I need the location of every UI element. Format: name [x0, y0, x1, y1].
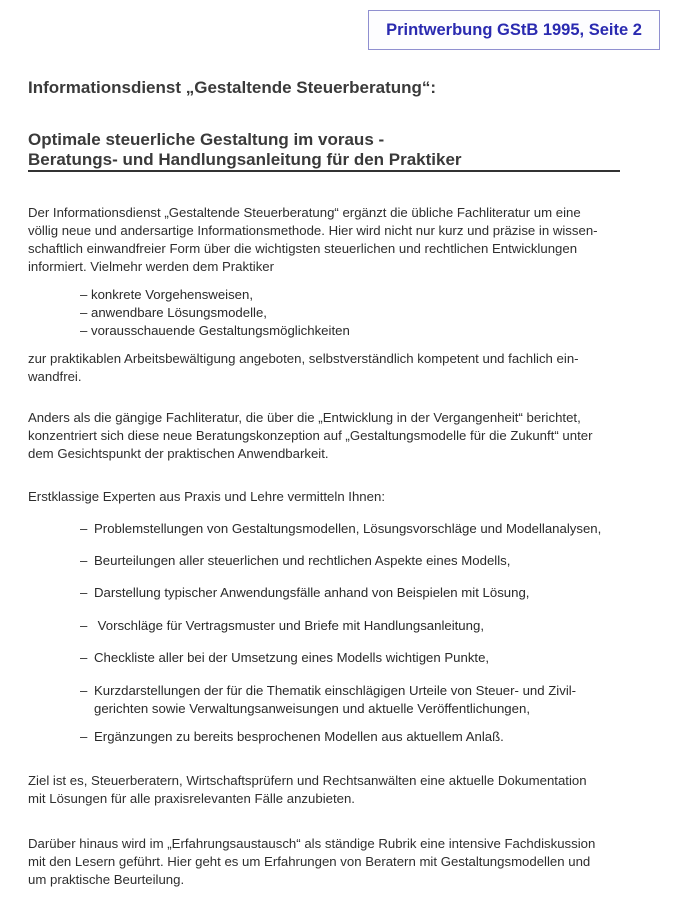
subheading — [28, 130, 462, 170]
page-label-badge: Printwerbung GStB 1995, Seite 2 — [368, 10, 660, 50]
list-item — [80, 552, 510, 570]
paragraph-line: um praktische Beurteilung. — [28, 872, 185, 887]
list-item-text: Checkliste aller bei der Umsetzung eines Modells wichtigen Punkte, — [94, 650, 490, 665]
paragraph-line: schaftlich einwandfreier Form über die wichtigsten steuerlichen und rechtlichen Entwicklungen — [28, 241, 578, 256]
list-item-text: Beurteilungen aller steuerlichen und rechtlichen Aspekte eines Modells, — [94, 553, 511, 568]
dash-bullet: – — [80, 650, 88, 665]
paragraph-line: informiert. Vielmehr werden dem Praktiker — [28, 259, 275, 274]
paragraph-line: Darüber hinaus wird im „Erfahrungsaustausch“ als ständige Rubrik eine intensive Fachdiskussion — [28, 836, 596, 851]
goal-paragraph — [28, 772, 587, 808]
paragraph-line: völlig neue und andersartige Informationsmethode. Hier wird nicht nur kurz und präzise in wissen- — [28, 223, 598, 238]
paragraph-line: Ziel ist es, Steuerberatern, Wirtschaftsprüfern und Rechtsanwälten eine aktuelle Dokumentation — [28, 773, 587, 788]
dash-bullet: – — [80, 618, 88, 633]
list-item-text: Vorschläge für Vertragsmuster und Briefe mit Handlungsanleitung, — [94, 618, 484, 633]
list-item-text: Darstellung typischer Anwendungsfälle anhand von Beispielen mit Lösung, — [94, 585, 530, 600]
list-item-text: Kurzdarstellungen der für die Thematik einschlägigen Urteile von Steuer- und Zivil- — [94, 683, 577, 698]
paragraph-line: mit den Lesern geführt. Hier geht es um Erfahrungen von Beratern mit Gestaltungsmodellen und — [28, 854, 591, 869]
list-item-text: gerichten sowie Verwaltungsanweisungen und aktuelle Veröffentlichungen, — [94, 701, 530, 716]
heading-divider — [28, 170, 620, 172]
paragraph-line: Anders als die gängige Fachliteratur, die über die „Entwicklung in der Vergangenheit“ berichtet, — [28, 410, 581, 425]
paragraph-line: zur praktikablen Arbeitsbewältigung angeboten, selbstverständlich kompetent und fachlich ein- — [28, 351, 579, 366]
list-item: – konkrete Vorgehensweisen, — [80, 287, 254, 302]
paragraph-line: Der Informationsdienst „Gestaltende Steuerberatung“ ergänzt die übliche Fachliteratur um eine — [28, 205, 581, 220]
comparison-paragraph — [28, 409, 592, 463]
page-heading: Informationsdienst „Gestaltende Steuerberatung“: — [28, 78, 437, 97]
subheading-line-1: Optimale steuerliche Gestaltung im voraus - — [28, 130, 385, 149]
list-item — [80, 520, 601, 538]
dash-bullet: – — [80, 553, 88, 568]
list-item — [80, 617, 484, 635]
exchange-paragraph — [28, 835, 595, 889]
list-item — [80, 728, 504, 746]
paragraph-line: wandfrei. — [28, 369, 82, 384]
dash-bullet: – — [80, 521, 88, 536]
experts-intro: Erstklassige Experten aus Praxis und Lehre vermitteln Ihnen: — [28, 489, 385, 504]
list-item-text: Ergänzungen zu bereits besprochenen Modellen aus aktuellem Anlaß. — [94, 729, 504, 744]
paragraph-line: konzentriert sich diese neue Beratungskonzeption auf „Gestaltungsmodelle für die Zukunft“ unter — [28, 428, 593, 443]
list-item — [80, 682, 576, 718]
offer-paragraph — [28, 350, 579, 386]
list-item-text: Problemstellungen von Gestaltungsmodellen, Lösungsvorschläge und Modellanalysen, — [94, 521, 602, 536]
paragraph-line: mit Lösungen für alle praxisrelevanten Fälle anzubieten. — [28, 791, 355, 806]
list-item — [80, 649, 489, 667]
list-item — [80, 584, 529, 602]
dash-bullet: – — [80, 683, 88, 698]
methods-list — [80, 286, 350, 340]
intro-paragraph — [28, 204, 598, 276]
list-item: – anwendbare Lösungsmodelle, — [80, 305, 267, 320]
dash-bullet: – — [80, 585, 88, 600]
paragraph-line: dem Gesichtspunkt der praktischen Anwendbarkeit. — [28, 446, 329, 461]
subheading-line-2: Beratungs- und Handlungsanleitung für den Praktiker — [28, 150, 462, 169]
list-item: – vorausschauende Gestaltungsmöglichkeiten — [80, 323, 350, 338]
dash-bullet: – — [80, 729, 88, 744]
